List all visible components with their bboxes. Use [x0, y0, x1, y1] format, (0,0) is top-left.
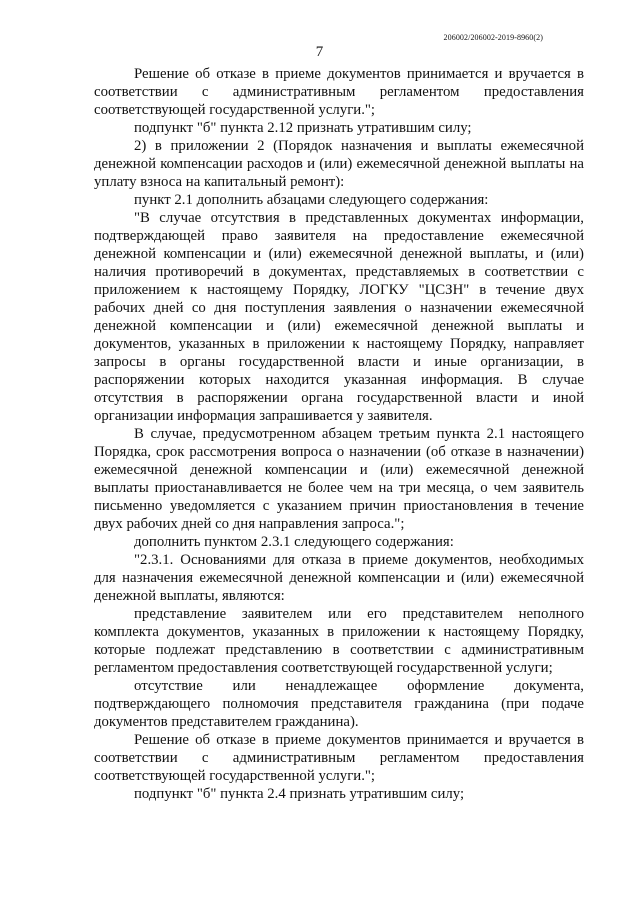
paragraph: В случае, предусмотренном абзацем третьим пункта 2.1 настоящего Порядка, срок рассмотрения вопроса о назначении (об отказе в назначении) ежемесячной денежной компенсации и (или) ежемесячной денежной выплаты приостанавливается не более чем на три месяца, о чем заявитель письменно уведомляется с указанием причин приостановления в течение двух рабочих дней со дня направления запроса.";	[94, 426, 584, 532]
paragraph: Решение об отказе в приеме документов принимается и вручается в соответствии с административным регламентом предоставления соответствующей государственной услуги.";	[94, 66, 584, 118]
paragraph: 2) в приложении 2 (Порядок назначения и выплаты ежемесячной денежной компенсации расходов и (или) ежемесячной денежной выплаты на уплату взноса на капитальный ремонт):	[94, 138, 584, 190]
paragraph: представление заявителем или его представителем неполного комплекта документов, указанных в приложении к настоящему Порядку, которые подлежат представлению в соответствии с административным регламентом предоставления соответствующей государственной услуги;	[94, 606, 584, 676]
document-id: 206002/206002-2019-8960(2)	[443, 33, 543, 42]
paragraph: "В случае отсутствия в представленных документах информации, подтверждающей право заявителя на предоставление ежемесячной денежной компенсации и (или) ежемесячной денежной выплаты, и (или) наличия противоречий в документах, представляемых в соответствии с приложением к настоящему Порядку, ЛОГКУ "ЦСЗН" в течение двух рабочих дней со дня поступления заявления о назначении ежемесячной денежной компенсации и (или) ежемесячной денежной выплаты и документов, указанных в приложении к настоящему Порядку, направляет запросы в органы государственной власти и иные организации, в распоряжении которых находится указанная информация. В случае отсутствия в распоряжении органа государственной власти и иной организации информация запрашивается у заявителя.	[94, 210, 584, 424]
paragraph: подпункт "б" пункта 2.12 признать утратившим силу;	[134, 120, 472, 136]
paragraph: Решение об отказе в приеме документов принимается и вручается в соответствии с административным регламентом предоставления соответствующей государственной услуги.";	[94, 732, 584, 784]
paragraph: подпункт "б" пункта 2.4 признать утратившим силу;	[134, 786, 465, 802]
paragraph: дополнить пунктом 2.3.1 следующего содержания:	[134, 534, 454, 550]
paragraph: отсутствие или ненадлежащее оформление документа, подтверждающего полномочия представителя гражданина (при подаче документов представителем гражданина).	[94, 678, 584, 730]
paragraph: "2.3.1. Основаниями для отказа в приеме документов, необходимых для назначения ежемесячной денежной компенсации и (или) ежемесячной денежной выплаты, являются:	[94, 552, 584, 604]
document-body	[94, 65, 584, 803]
paragraph: пункт 2.1 дополнить абзацами следующего содержания:	[134, 192, 489, 208]
page-number: 7	[315, 44, 324, 60]
